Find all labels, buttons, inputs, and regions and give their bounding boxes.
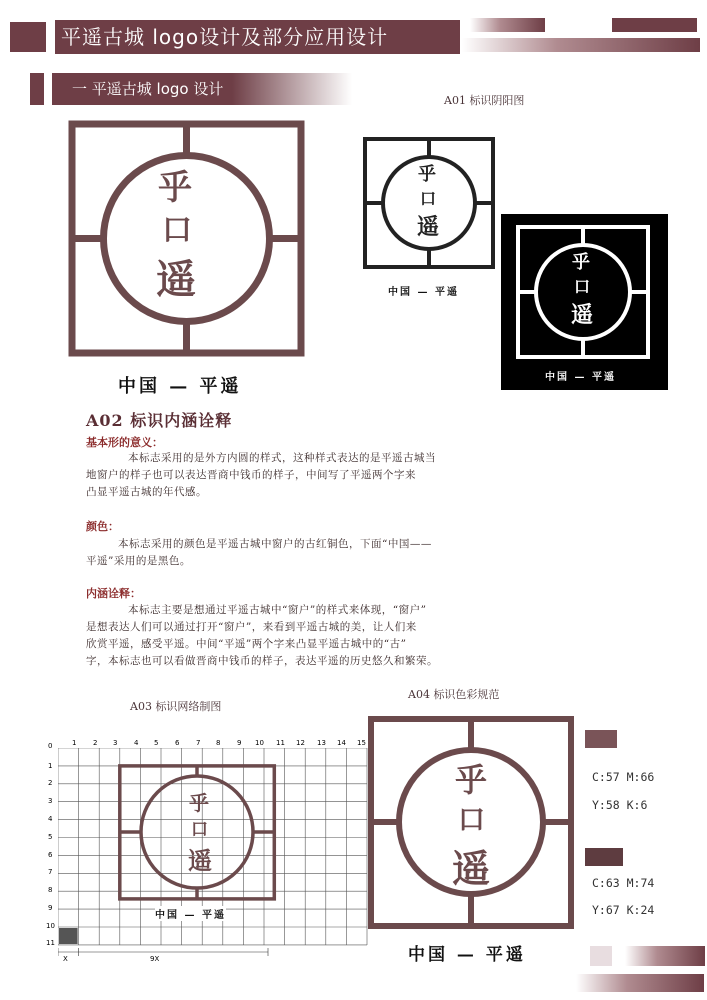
a03-dim-x-label: X bbox=[63, 955, 68, 963]
a03-y-tick-4: 4 bbox=[48, 815, 53, 823]
header-deco-bar-right bbox=[612, 18, 697, 32]
a04-glyph-top: 乎 bbox=[455, 761, 490, 799]
a03-x-tick-15: 15 bbox=[357, 739, 366, 747]
a01-negative-tagline: 中国 — 平遥 bbox=[545, 372, 616, 383]
a04-color1-line2: Y:58 K:6 bbox=[592, 798, 648, 812]
a02-meaning-line-2: 是想表达人们可以通过打开“窗户”，来看到平遥古城的美，让人们来 bbox=[86, 621, 417, 633]
a04-color-swatch-2 bbox=[585, 848, 623, 866]
header-deco-square bbox=[10, 22, 46, 52]
a03-y-tick-3: 3 bbox=[48, 797, 53, 805]
footer-deco-small-square bbox=[590, 946, 612, 966]
a01-negative-glyph-bottom: 遥 bbox=[571, 302, 596, 328]
a03-y-tick-6: 6 bbox=[48, 851, 53, 859]
a04-glyph-mid: 口 bbox=[458, 805, 487, 836]
header-deco-bar-top bbox=[470, 18, 545, 32]
a03-y-tick-5: 5 bbox=[48, 833, 53, 841]
a03-x-tick-2: 2 bbox=[93, 739, 98, 747]
a03-glyph-bottom: 遥 bbox=[188, 846, 214, 875]
a03-y-tick-1: 1 bbox=[48, 762, 53, 770]
a03-caption: A03 标识网络制图 bbox=[130, 700, 222, 713]
a02-meaning-line-1: 本标志主要是想通过平遥古城中“窗户”的样式来体现，“窗户” bbox=[128, 604, 427, 616]
header-deco-bar-bottom bbox=[462, 38, 700, 52]
a03-x-tick-13: 13 bbox=[317, 739, 326, 747]
section-title: 一 平遥古城 logo 设计 bbox=[52, 73, 352, 105]
main-logo-tagline: 中国 — 平遥 bbox=[118, 376, 242, 397]
a03-y-tick-2: 2 bbox=[48, 779, 53, 787]
a02-meaning-line-4: 字，本标志也可以看做晋商中钱币的样子，表达平遥的历史悠久和繁荣。 bbox=[86, 655, 438, 667]
a03-x-tick-6: 6 bbox=[175, 739, 180, 747]
a03-y-tick-9: 9 bbox=[48, 904, 53, 912]
page-title: 平遥古城 logo设计及部分应用设计 bbox=[55, 20, 460, 54]
a02-heading: A02 标识内涵诠释 bbox=[86, 411, 233, 430]
main-logo-glyph-mid: 口 bbox=[162, 213, 194, 248]
a02-color-line-2: 平遥”采用的是黑色。 bbox=[86, 555, 191, 567]
a04-caption: A04 标识色彩规范 bbox=[408, 688, 500, 701]
section-deco-square bbox=[30, 73, 44, 105]
a03-dimension-lines bbox=[58, 948, 370, 962]
a02-meaning-line-3: 欣赏平遥，感受平遥。中间“平遥”两个字来凸显平遥古城中的“古” bbox=[86, 638, 407, 650]
a01-positive-glyph-top: 乎 bbox=[418, 164, 438, 185]
main-logo-glyph-bottom: 遥 bbox=[156, 256, 198, 303]
a01-positive-glyph-mid: 口 bbox=[420, 189, 439, 208]
a04-color1-line1: C:57 M:66 bbox=[592, 770, 655, 784]
a03-x-tick-11: 11 bbox=[276, 739, 285, 747]
a01-positive-tagline: 中国 — 平遥 bbox=[388, 287, 459, 298]
a01-positive-glyph-bottom: 遥 bbox=[417, 214, 442, 240]
a02-meaning-title: 内涵诠释： bbox=[86, 587, 141, 600]
a03-x-tick-10: 10 bbox=[255, 739, 264, 747]
a03-y-tick-10: 10 bbox=[46, 922, 55, 930]
a04-color2-line1: C:63 M:74 bbox=[592, 876, 655, 890]
a03-x-tick-12: 12 bbox=[296, 739, 305, 747]
a03-y-tick-7: 7 bbox=[48, 868, 53, 876]
a03-x-tick-0: 0 bbox=[48, 742, 53, 750]
a03-x-tick-1: 1 bbox=[72, 739, 77, 747]
a03-glyph-top: 乎 bbox=[189, 791, 211, 815]
a02-basic-line-2: 地窗户的样子也可以表达晋商中钱币的样子，中间写了平遥两个字来 bbox=[86, 469, 416, 481]
a02-color-title: 颜色： bbox=[86, 520, 119, 533]
a01-negative-glyph-mid: 口 bbox=[574, 277, 593, 296]
a03-dim-9x-label: 9X bbox=[150, 955, 160, 963]
a03-x-tick-8: 8 bbox=[216, 739, 221, 747]
a03-tagline: 中国 — 平遥 bbox=[155, 906, 226, 921]
a03-y-tick-8: 8 bbox=[48, 886, 53, 894]
a03-x-tick-3: 3 bbox=[113, 739, 118, 747]
a02-color-line-1: 本标志采用的颜色是平遥古城中窗户的古红铜色，下面“中国—— bbox=[118, 538, 432, 550]
main-logo-glyph-top: 乎 bbox=[158, 168, 194, 208]
a01-caption: A01 标识阴阳图 bbox=[444, 94, 525, 107]
a03-x-tick-5: 5 bbox=[154, 739, 159, 747]
a02-basic-line-3: 凸显平遥古城的年代感。 bbox=[86, 486, 207, 498]
a03-x-tick-14: 14 bbox=[337, 739, 346, 747]
footer-deco-bar-top bbox=[625, 946, 705, 966]
a04-color-swatch-1 bbox=[585, 730, 617, 748]
a04-glyph-bottom: 遥 bbox=[452, 846, 493, 891]
a03-x-tick-7: 7 bbox=[196, 739, 201, 747]
a02-basic-line-1: 本标志采用的是外方内圆的样式，这种样式表达的是平遥古城当 bbox=[128, 452, 436, 464]
footer-deco-bar-bottom bbox=[576, 974, 704, 992]
a04-tagline: 中国 — 平遥 bbox=[408, 945, 526, 965]
a03-x-tick-9: 9 bbox=[237, 739, 242, 747]
a03-glyph-mid: 口 bbox=[191, 820, 210, 840]
a02-basic-title: 基本形的意义： bbox=[86, 436, 163, 449]
a03-x-tick-4: 4 bbox=[134, 739, 139, 747]
a01-negative-glyph-top: 乎 bbox=[572, 252, 592, 273]
a03-y-tick-11: 11 bbox=[46, 939, 55, 947]
a04-color2-line2: Y:67 K:24 bbox=[592, 903, 655, 917]
